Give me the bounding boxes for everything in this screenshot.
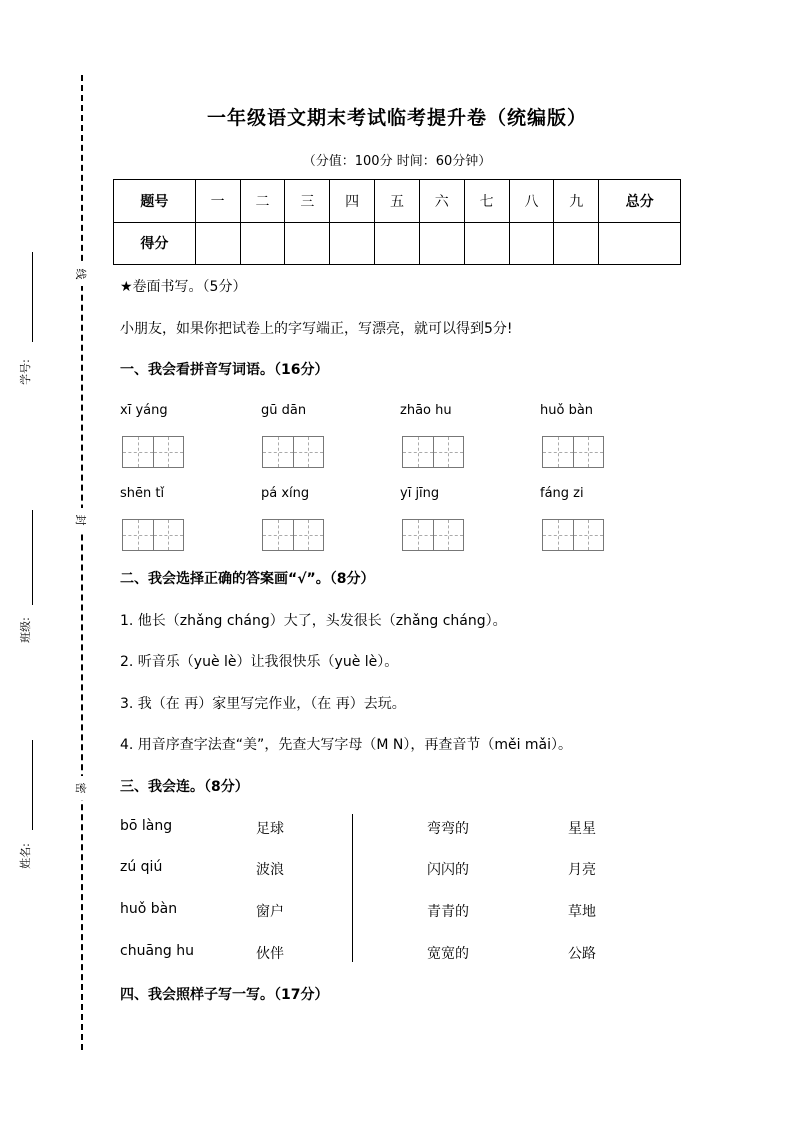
question-item[interactable]: 4. 用音序查字法查“美”，先查大写字母（M N），再查音节（měi mǎi）。 <box>120 737 573 753</box>
page-title: 一年级语文期末考试临考提升卷（统编版） <box>206 107 587 129</box>
match-noun[interactable]: 月亮 <box>568 862 596 878</box>
section2-title: 二、我会选择正确的答案画“√”。（8分） <box>120 571 375 587</box>
pinyin-prompt: zhāo hu <box>400 403 452 418</box>
score-input-cell[interactable] <box>240 222 285 265</box>
score-header-cell: 总分 <box>599 180 681 223</box>
binding-dashed-line <box>81 75 83 1050</box>
handwriting-note: 小朋友，如果你把试卷上的字写端正，写漂亮，就可以得到5分! <box>120 321 513 337</box>
question-item[interactable]: 3. 我（在 再）家里写完作业，（在 再）去玩。 <box>120 696 406 712</box>
match-word[interactable]: 足球 <box>256 821 284 837</box>
score-input-cell[interactable] <box>419 222 464 265</box>
match-noun[interactable]: 星星 <box>568 821 596 837</box>
match-pinyin[interactable]: huǒ bàn <box>120 901 178 917</box>
class-label: 班级: <box>18 617 32 643</box>
score-header-cell: 八 <box>509 180 554 223</box>
score-table-header-row <box>114 180 681 223</box>
writing-grid[interactable] <box>402 436 464 468</box>
binding-char-feng: 封 <box>73 508 89 532</box>
score-header-cell: 七 <box>464 180 509 223</box>
score-header-cell: 九 <box>554 180 599 223</box>
question-item[interactable]: 1. 他长（zhǎng cháng）大了，头发很长（zhǎng cháng）。 <box>120 613 507 629</box>
binding-char-xian: 线 <box>73 262 89 286</box>
pinyin-prompt: shēn tǐ <box>120 486 165 501</box>
handwriting-heading: ★卷面书写。（5分） <box>120 279 247 295</box>
match-pinyin[interactable]: zú qiú <box>120 859 163 875</box>
student-id-label: 学号: <box>18 359 32 385</box>
match-adjective[interactable]: 弯弯的 <box>427 821 469 837</box>
writing-grid[interactable] <box>262 519 324 551</box>
score-table <box>113 179 681 265</box>
writing-grid[interactable] <box>122 519 184 551</box>
score-header-cell: 五 <box>375 180 420 223</box>
section3-title: 三、我会连。（8分） <box>120 779 249 795</box>
pinyin-prompt: gū dān <box>261 403 307 418</box>
match-word[interactable]: 窗户 <box>256 904 284 920</box>
match-adjective[interactable]: 宽宽的 <box>427 946 469 962</box>
score-input-cell[interactable] <box>599 222 681 265</box>
writing-grid[interactable] <box>402 519 464 551</box>
score-input-cell[interactable] <box>330 222 375 265</box>
score-input-cell[interactable] <box>464 222 509 265</box>
match-noun[interactable]: 公路 <box>568 946 596 962</box>
score-input-cell[interactable] <box>509 222 554 265</box>
pinyin-prompt: yī jīng <box>400 486 440 501</box>
binding-char-mi: 密 <box>73 776 89 800</box>
student-id-rule <box>32 252 33 342</box>
name-label: 姓名: <box>18 843 32 869</box>
writing-grid[interactable] <box>122 436 184 468</box>
match-adjective[interactable]: 青青的 <box>427 904 469 920</box>
score-header-cell: 六 <box>419 180 464 223</box>
page-subtitle: （分值：100分 时间：60分钟） <box>302 154 492 169</box>
pinyin-prompt: xī yáng <box>120 403 168 418</box>
score-row-label: 得分 <box>114 222 196 265</box>
name-rule <box>32 740 33 830</box>
score-input-cell[interactable] <box>285 222 330 265</box>
score-header-cell: 三 <box>285 180 330 223</box>
pinyin-prompt: fáng zi <box>540 486 584 501</box>
section1-title: 一、我会看拼音写词语。（16分） <box>120 362 329 378</box>
section4-title: 四、我会照样子写一写。（17分） <box>120 987 329 1003</box>
match-word[interactable]: 伙伴 <box>256 946 284 962</box>
match-divider <box>352 814 353 962</box>
pinyin-prompt: huǒ bàn <box>540 403 594 418</box>
match-pinyin[interactable]: chuāng hu <box>120 943 194 959</box>
score-table-score-row <box>114 222 681 265</box>
writing-grid[interactable] <box>542 436 604 468</box>
score-input-cell[interactable] <box>195 222 240 265</box>
score-header-cell: 四 <box>330 180 375 223</box>
writing-grid[interactable] <box>542 519 604 551</box>
score-header-cell: 题号 <box>114 180 196 223</box>
match-adjective[interactable]: 闪闪的 <box>427 862 469 878</box>
match-pinyin[interactable]: bō làng <box>120 818 173 834</box>
score-header-cell: 二 <box>240 180 285 223</box>
question-item[interactable]: 2. 听音乐（yuè lè）让我很快乐（yuè lè）。 <box>120 654 399 670</box>
score-input-cell[interactable] <box>375 222 420 265</box>
writing-grid[interactable] <box>262 436 324 468</box>
pinyin-prompt: pá xíng <box>261 486 310 501</box>
match-word[interactable]: 波浪 <box>256 862 284 878</box>
score-header-cell: 一 <box>195 180 240 223</box>
score-input-cell[interactable] <box>554 222 599 265</box>
class-rule <box>32 510 33 605</box>
match-noun[interactable]: 草地 <box>568 904 596 920</box>
